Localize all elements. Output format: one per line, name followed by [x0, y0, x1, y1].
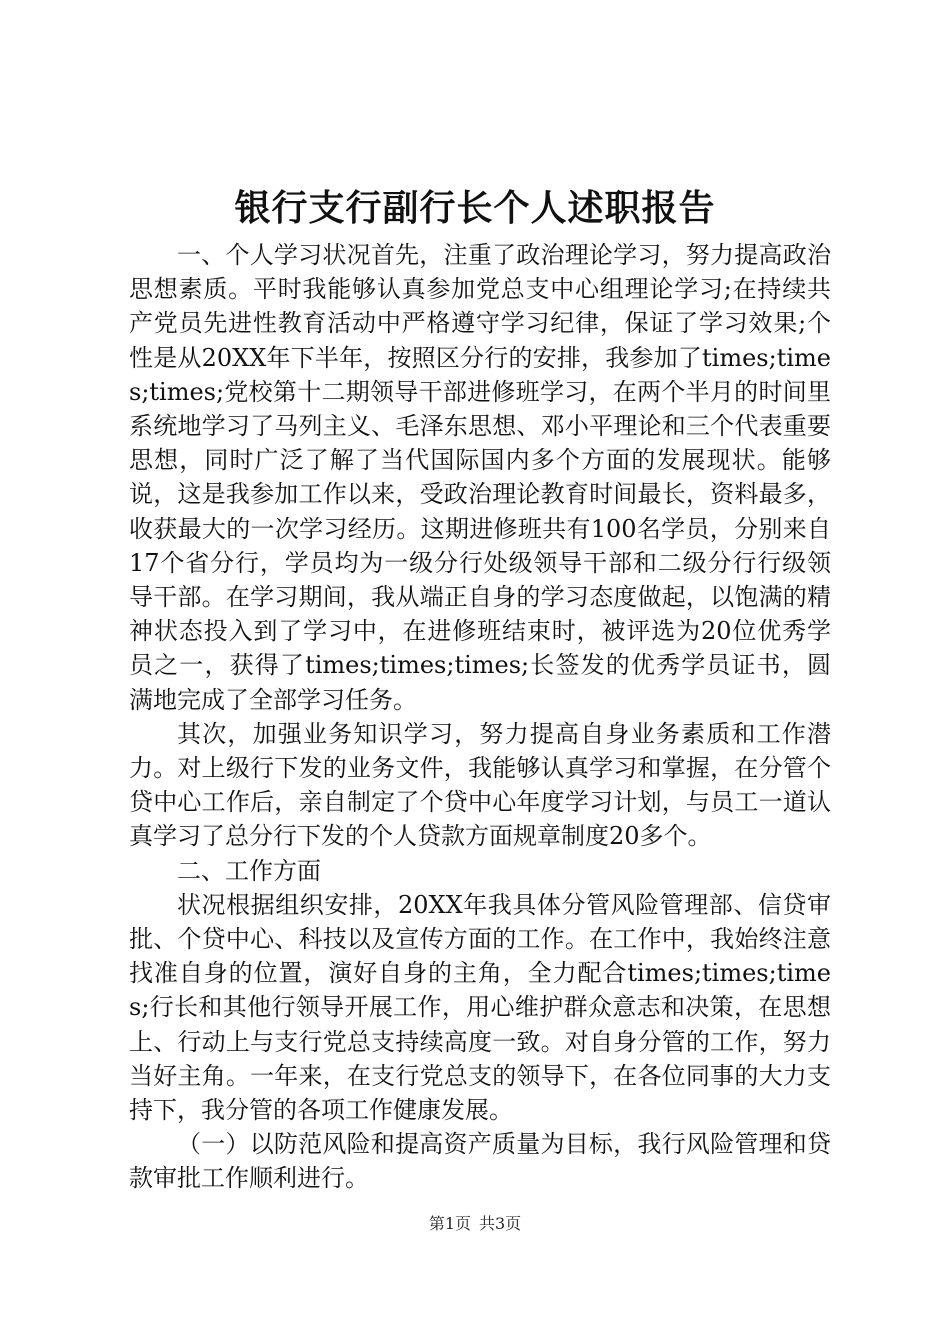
body-paragraph: 一、个人学习状况首先，注重了政治理论学习，努力提高政治思想素质。平时我能够认真参加党总支中心组理论学习;在持续共产党员先进性教育活动中严格遵守学习纪律，保证了学习效果;个性是从20XX年下半年，按照区分行的安排，我参加了times;times;times;党校第十二期领导干部进修班学习，在两个半月的时间里系统地学习了马列主义、毛泽东思想、邓小平理论和三个代表重要思想，同时广泛了解了当代国际国内多个方面的发展现状。能够说，这是我参加工作以来，受政治理论教育时间最长，资料最多，收获最大的一次学习经历。这期进修班共有100名学员，分别来自17个省分行，学员均为一级分行处级领导干部和二级分行行级领导干部。在学习期间，我从端正自身的学习态度做起，以饱满的精神状态投入到了学习中，在进修班结束时，被评选为20位优秀学员之一，获得了times;times;times;长签发的优秀学员证书，圆满地完成了全部学习任务。 — [129, 241, 831, 714]
section-heading: 二、工作方面 — [177, 856, 321, 885]
body-paragraph: （一）以防范风险和提高资产质量为目标，我行风险管理和贷款审批工作顺利进行。 — [129, 1130, 831, 1193]
document-body — [129, 238, 831, 1196]
document-title: 银行支行副行长个人述职报告 — [234, 187, 716, 229]
page-number: 第1页 — [428, 1214, 471, 1233]
body-paragraph: 其次，加强业务知识学习，努力提高自身业务素质和工作潜力。对上级行下发的业务文件，我能够认真学习和掌握，在分管个贷中心工作后，亲自制定了个贷中心年度学习计划，与员工一道认真学习了总分行下发的个人贷款方面规章制度20多个。 — [129, 719, 831, 851]
body-paragraph: 状况根据组织安排，20XX年我具体分管风险管理部、信贷审批、个贷中心、科技以及宣传方面的工作。在工作中，我始终注意找准自身的位置，演好自身的主角，全力配合times;times;times;行长和其他行领导开展工作，用心维护群众意志和决策，在思想上、行动上与支行党总支持续高度一致。对自身分管的工作，努力当好主角。一年来，在支行党总支的领导下，在各位同事的大力支持下，我分管的各项工作健康发展。 — [129, 890, 831, 1125]
page-total: 共3页 — [479, 1214, 522, 1233]
page-footer — [0, 1213, 950, 1235]
